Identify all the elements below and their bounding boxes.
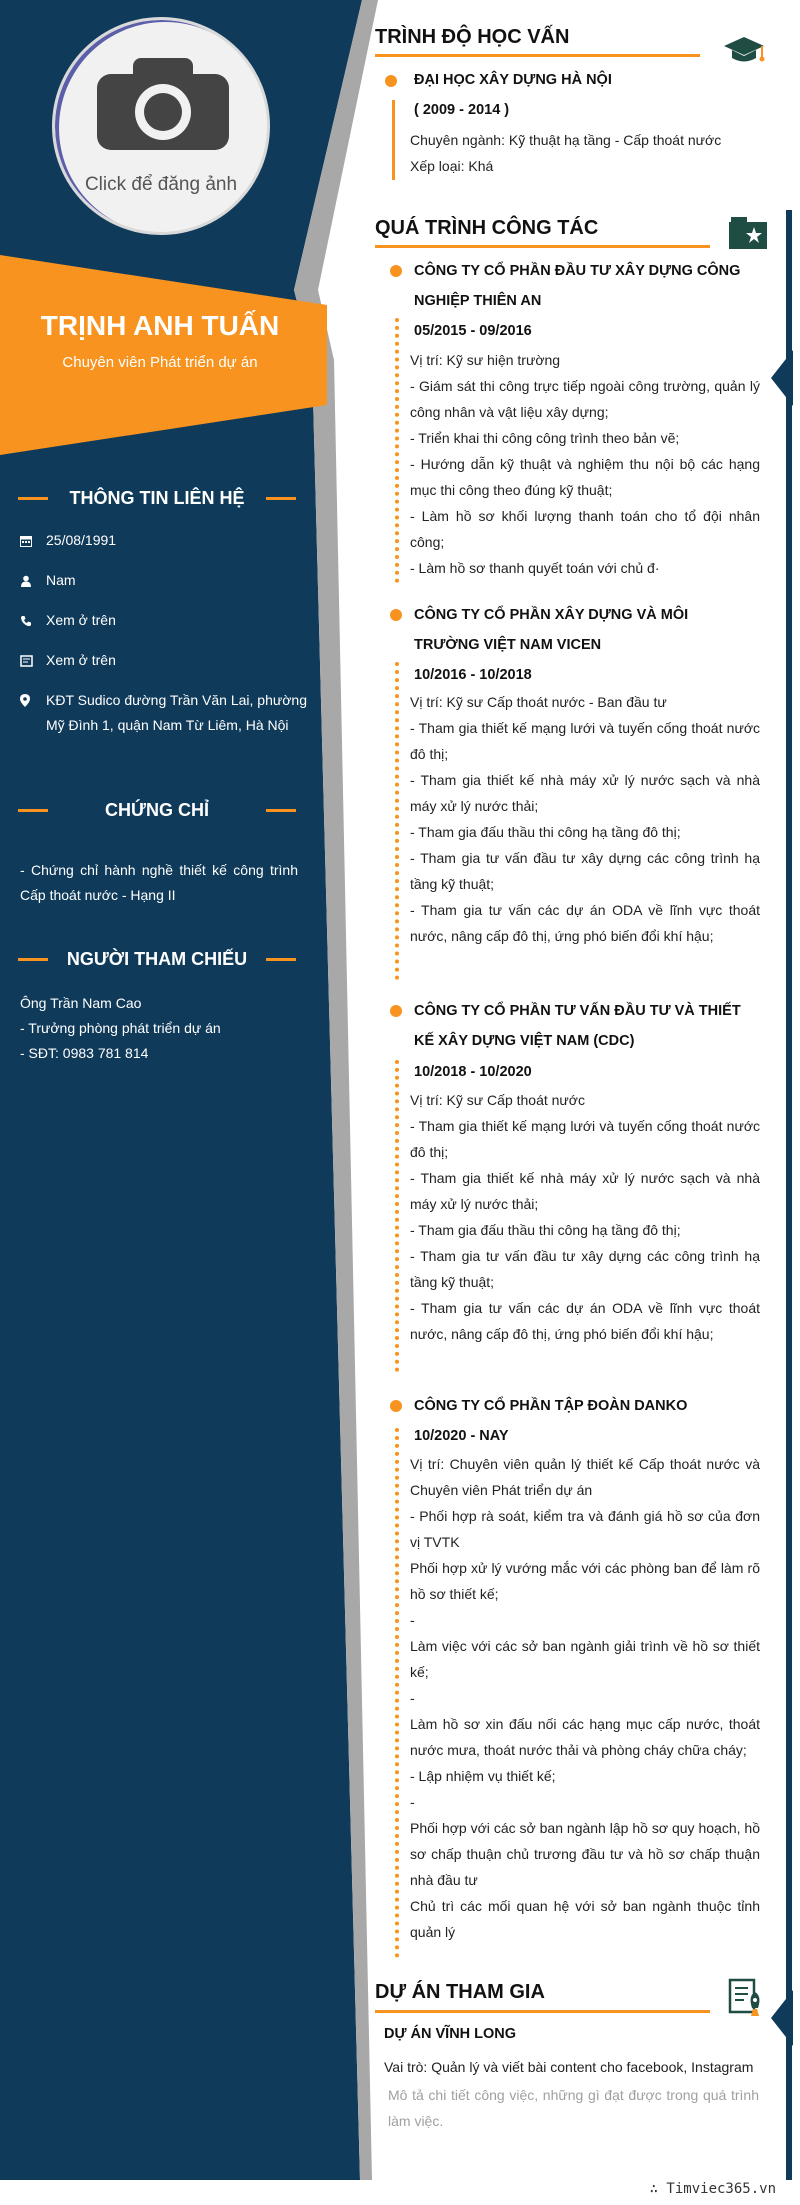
reference-line: Ông Trần Nam Cao xyxy=(20,995,142,1011)
job-line: - Tham gia thiết kế nhà máy xử lý nước sạch và nhà máy xử lý nước thải; xyxy=(410,1170,760,1212)
job-line: - Tham gia tư vấn các dự án ODA về lĩnh vực thoát nước, nâng cấp đô thị, ứng phó biến đổi khí hậu; xyxy=(410,1300,760,1342)
job-line: - Tham gia đấu thầu thi công hạ tầng đô thị; xyxy=(410,1222,681,1238)
contact-phone xyxy=(20,608,310,633)
job-details xyxy=(410,347,760,581)
project-role: Vai trò: Quản lý và viết bài content cho facebook, Instagram xyxy=(384,2059,754,2075)
job-company: CÔNG TY CỔ PHẦN TƯ VẤN ĐẦU TƯ VÀ THIẾT KẾ XÂY DỰNG VIỆT NAM (CDC) xyxy=(414,1003,741,1049)
gender-value: Nam xyxy=(46,572,76,588)
job-line: Phối hợp với các sở ban ngành lập hồ sơ quy hoạch, hồ sơ chấp thuận chủ trương đầu tư và hồ sơ chấp thuận nhà đầu tư xyxy=(410,1820,760,1888)
job-line: - Tham gia thiết kế mạng lưới và tuyến cống thoát nước đô thị; xyxy=(410,1118,760,1160)
references-heading-text: NGƯỜI THAM CHIẾU xyxy=(66,948,248,969)
job-line: - Triển khai thi công công trình theo bản vẽ; xyxy=(410,430,680,446)
right-edge-triangle xyxy=(771,350,793,406)
footer-brand[interactable] xyxy=(650,2181,776,2197)
education-heading: TRÌNH ĐỘ HỌC VẤN xyxy=(375,26,570,48)
job-line: - Giám sát thi công trực tiếp ngoài công trường, quản lý công nhân và vật liệu xây dựng; xyxy=(410,378,760,420)
graduation-cap-icon xyxy=(722,34,768,66)
education-school: ĐẠI HỌC XÂY DỰNG HÀ NỘI xyxy=(414,72,612,88)
job-period: 10/2018 - 10/2020 xyxy=(414,1064,532,1080)
job-line: Làm việc với các sở ban ngành giải trình về hồ sơ thiết kế; xyxy=(410,1638,760,1680)
job-dot xyxy=(390,1400,402,1412)
job-line: - xyxy=(410,1612,415,1628)
photo-upload[interactable] xyxy=(52,17,270,235)
projects-underline xyxy=(375,2010,710,2013)
right-edge-triangle xyxy=(771,1990,793,2046)
contact-birthday xyxy=(20,528,310,553)
education-details xyxy=(410,127,760,179)
right-edge-bar xyxy=(786,210,792,2180)
job-company: CÔNG TY CỔ PHẦN TẬP ĐOÀN DANKO xyxy=(414,1398,688,1414)
contact-heading-text: THÔNG TIN LIÊN HỆ xyxy=(69,487,245,508)
user-icon xyxy=(20,568,46,593)
job-line: Chủ trì các mối quan hệ với sở ban ngành thuộc tỉnh quản lý xyxy=(410,1898,760,1940)
education-underline xyxy=(375,54,700,57)
email-icon xyxy=(20,648,46,673)
reference-line: - SĐT: 0983 781 814 xyxy=(20,1045,149,1061)
references-list xyxy=(20,991,298,1066)
job-company: CÔNG TY CỔ PHẦN ĐẦU TƯ XÂY DỰNG CÔNG NGHIỆP THIÊN AN xyxy=(414,263,741,309)
contact-address xyxy=(20,688,310,738)
footer-logo-icon: ∴ xyxy=(649,2181,667,2197)
job-line: - Phối hợp rà soát, kiểm tra và đánh giá hồ sơ của đơn vị TVTK xyxy=(410,1508,760,1550)
job-line: - Hướng dẫn kỹ thuật và nghiệm thu nội bộ các hạng mục thi công theo đúng kỹ thuật; xyxy=(410,456,760,498)
job-line: - Tham gia thiết kế nhà máy xử lý nước sạch và nhà máy xử lý nước thải; xyxy=(410,772,760,814)
education-rank: Xếp loại: Khá xyxy=(410,158,494,174)
job-details xyxy=(410,1451,760,1945)
address-value: KĐT Sudico đường Trần Văn Lai, phường Mỹ Đình 1, quận Nam Từ Liêm, Hà Nội xyxy=(46,692,307,733)
job-line: Vị trí: Kỹ sư Cấp thoát nước - Ban đầu tư xyxy=(410,694,667,710)
experience-underline xyxy=(375,245,710,248)
job-company: CÔNG TY CỔ PHẦN XÂY DỰNG VÀ MÔI TRƯỜNG VIỆT NAM VICEN xyxy=(414,607,689,653)
contact-gender xyxy=(20,568,310,593)
job-line: - Tham gia đấu thầu thi công hạ tầng đô thị; xyxy=(410,824,681,840)
job-line: - xyxy=(410,1690,415,1706)
job-period: 05/2015 - 09/2016 xyxy=(414,323,532,339)
job-line: Phối hợp xử lý vướng mắc với các phòng ban để làm rõ hồ sơ thiết kế; xyxy=(410,1560,760,1602)
certificate-text: - Chứng chỉ hành nghề thiết kế công trình Cấp thoát nước - Hạng II xyxy=(20,862,298,903)
email-value: Xem ở trên xyxy=(46,652,116,668)
education-dot xyxy=(385,75,397,87)
candidate-job-title: Chuyên viên Phát triển dự án xyxy=(62,354,258,371)
contact-heading xyxy=(18,486,296,510)
education-period: ( 2009 - 2014 ) xyxy=(414,102,510,118)
job-period: 10/2016 - 10/2018 xyxy=(414,667,532,683)
job-line: Vị trí: Kỹ sư hiện trường xyxy=(410,352,561,368)
photo-upload-label: Click để đăng ảnh xyxy=(84,174,238,195)
job-period: 10/2020 - NAY xyxy=(414,1428,509,1444)
certificates-heading-text: CHỨNG CHỈ xyxy=(105,799,209,820)
job-line: - xyxy=(410,1794,415,1810)
contact-email xyxy=(20,648,310,673)
job-line: - Tham gia tư vấn đầu tư xây dựng các công trình hạ tầng kỹ thuật; xyxy=(410,1248,760,1290)
footer-brand-text: Timviec365.vn xyxy=(666,2181,776,2197)
job-dot xyxy=(390,265,402,277)
job-details xyxy=(410,689,760,949)
candidate-name: TRỊNH ANH TUẤN xyxy=(40,310,280,341)
job-line: - Làm hồ sơ thanh quyết toán với chủ đ· xyxy=(410,560,660,576)
camera-icon xyxy=(97,58,229,150)
job-line: Vị trí: Chuyên viên quản lý thiết kế Cấp thoát nước và Chuyên viên Phát triển dự án xyxy=(410,1456,760,1498)
job-details xyxy=(410,1087,760,1347)
phone-value: Xem ở trên xyxy=(46,612,116,628)
job-timeline xyxy=(395,318,399,583)
project-description: Mô tả chi tiết công việc, những gì đạt được trong quá trình làm việc. xyxy=(388,2087,759,2129)
certificates-heading xyxy=(18,798,296,822)
job-line: - Tham gia tư vấn các dự án ODA về lĩnh vực thoát nước, nâng cấp đô thị, ứng phó biến đổi khí hậu; xyxy=(410,902,760,944)
project-doc-icon xyxy=(728,1978,766,2018)
reference-line: - Trưởng phòng phát triển dự án xyxy=(20,1020,221,1036)
education-line xyxy=(392,100,395,180)
job-timeline xyxy=(395,662,399,980)
location-icon xyxy=(20,688,46,713)
job-dot xyxy=(390,1005,402,1017)
job-line: Vị trí: Kỹ sư Cấp thoát nước xyxy=(410,1092,585,1108)
birthday-value: 25/08/1991 xyxy=(46,532,117,548)
job-line: Làm hồ sơ xin đấu nối các hạng mục cấp nước, thoát nước mưa, thoát nước thải và phòng cháy chữa cháy; xyxy=(410,1716,760,1758)
projects-heading: DỰ ÁN THAM GIA xyxy=(375,1981,545,2003)
education-major: Chuyên ngành: Kỹ thuật hạ tầng - Cấp thoát nước xyxy=(410,132,722,148)
calendar-icon xyxy=(20,528,46,553)
job-dot xyxy=(390,609,402,621)
references-heading xyxy=(18,947,296,971)
job-line: - Tham gia thiết kế mạng lưới và tuyến cống thoát nước đô thị; xyxy=(410,720,760,762)
star-card-icon xyxy=(728,216,768,250)
job-timeline xyxy=(395,1060,399,1372)
job-line: - Làm hồ sơ khối lượng thanh toán cho tổ đội nhân công; xyxy=(410,508,760,550)
project-details xyxy=(384,2054,759,2134)
job-line: - Lập nhiệm vụ thiết kế; xyxy=(410,1768,556,1784)
experience-heading: QUÁ TRÌNH CÔNG TÁC xyxy=(375,217,599,239)
job-timeline xyxy=(395,1428,399,1958)
phone-icon xyxy=(20,608,46,633)
project-name: DỰ ÁN VĨNH LONG xyxy=(384,2026,517,2042)
job-line: - Tham gia tư vấn đầu tư xây dựng các công trình hạ tầng kỹ thuật; xyxy=(410,850,760,892)
